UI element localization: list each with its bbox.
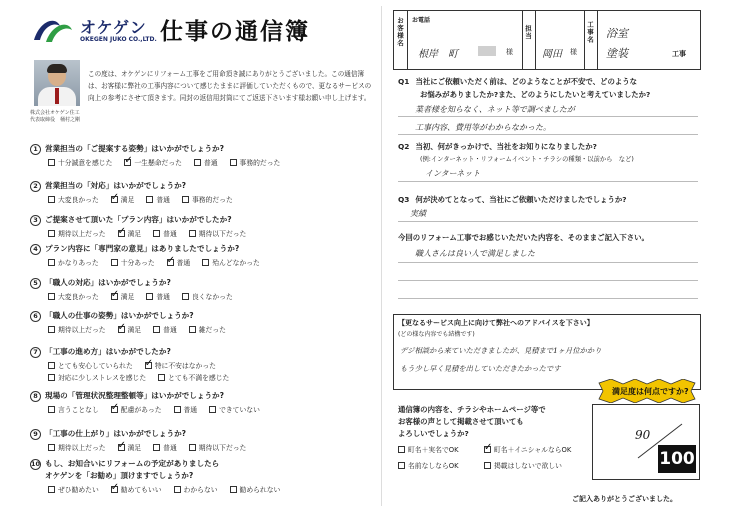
checkbox[interactable] xyxy=(48,326,55,333)
checkbox[interactable] xyxy=(48,374,55,381)
question-8-options xyxy=(48,404,272,414)
option-label: ぜひ勧めたい xyxy=(58,486,99,494)
checkbox[interactable] xyxy=(182,196,189,203)
checkbox[interactable] xyxy=(194,159,201,166)
publish-option[interactable] xyxy=(484,460,562,470)
question-text: 営業担当の「対応」はいかがでしょうか? xyxy=(45,181,187,190)
question-2 xyxy=(30,180,186,192)
question-number: 2 xyxy=(30,181,41,192)
president-photo xyxy=(34,60,80,106)
question-text: もし、お知合いにリフォームの予定がありましたら xyxy=(45,459,220,468)
logo-name: オケゲン xyxy=(80,18,147,37)
question-number: 7 xyxy=(30,347,41,358)
option-label: 普通 xyxy=(183,406,198,414)
publish-option[interactable] xyxy=(398,460,459,470)
checkbox[interactable] xyxy=(48,293,55,300)
option-label: 満足 xyxy=(127,230,142,238)
work-label: 工事名 xyxy=(586,21,594,44)
option-item[interactable] xyxy=(174,404,198,414)
checkbox[interactable] xyxy=(111,259,118,266)
phone-label: お電話 xyxy=(412,17,431,24)
checkbox[interactable] xyxy=(48,486,55,493)
option-item[interactable] xyxy=(167,257,191,267)
option-item[interactable] xyxy=(111,484,162,494)
checkbox[interactable] xyxy=(111,406,118,413)
center-divider xyxy=(381,6,382,506)
work-name-1: 浴室 xyxy=(606,27,628,40)
checkbox[interactable] xyxy=(48,259,55,266)
question-text: プラン内容に「専門家の意見」はありましたでしょうか? xyxy=(45,244,240,253)
question-text: 「職人の対応」はいかがでしょうか? xyxy=(45,278,171,287)
option-label: 良くなかった xyxy=(191,293,233,301)
option-item[interactable] xyxy=(153,324,177,334)
option-label: 期待以下だった xyxy=(198,230,247,238)
option-item[interactable] xyxy=(194,157,218,167)
option-item[interactable] xyxy=(158,372,229,382)
president-company: 株式会社オケゲン住工 xyxy=(30,110,80,116)
option-label: 事務的だった xyxy=(239,159,281,167)
checkbox[interactable] xyxy=(48,230,55,237)
checkbox[interactable] xyxy=(111,196,118,203)
option-item[interactable] xyxy=(111,404,162,414)
checkbox[interactable] xyxy=(398,462,405,469)
advice-sub: (どの様な内容でも結構です) xyxy=(398,331,475,338)
option-item[interactable] xyxy=(189,442,247,452)
option-label: 満足 xyxy=(120,293,135,301)
option-label: 満足 xyxy=(127,444,142,452)
question-text: 「工事の進め方」はいかがでしたか? xyxy=(45,347,171,356)
option-item[interactable] xyxy=(48,324,106,334)
question-7-options xyxy=(48,372,241,382)
option-item[interactable] xyxy=(209,404,260,414)
checkbox[interactable] xyxy=(158,374,165,381)
right-q3: Q3 何が決めてとなって、当社にご依頼いただけましたでしょうか? xyxy=(398,195,627,204)
document-title: 仕事の通信簿 xyxy=(160,19,310,45)
checkbox[interactable] xyxy=(484,462,491,469)
checkbox[interactable] xyxy=(167,259,174,266)
question-2-options xyxy=(48,194,245,204)
option-label: 勧められない xyxy=(239,486,281,494)
checkbox[interactable] xyxy=(189,326,196,333)
publish-line-2: お客様の声として掲載させて頂いても xyxy=(398,417,524,426)
option-label: 言うことなし xyxy=(58,406,99,414)
option-item[interactable] xyxy=(182,291,233,301)
logo-sub: OKEGEN JUKO CO.,LTD. xyxy=(80,36,157,43)
question-8 xyxy=(30,390,224,402)
option-item[interactable] xyxy=(189,228,247,238)
option-label: かなりあった xyxy=(58,259,99,267)
checkbox[interactable] xyxy=(189,444,196,451)
option-item[interactable] xyxy=(48,372,146,382)
checkbox[interactable] xyxy=(145,362,152,369)
question-3-options xyxy=(48,228,258,238)
question-4-options xyxy=(48,257,272,267)
checkbox[interactable] xyxy=(484,446,491,453)
option-item[interactable] xyxy=(48,194,99,204)
option-label: とても安心していられた xyxy=(58,362,133,370)
advice-title: 【更なるサービス向上に向けて弊社へのアドバイスを下さい】 xyxy=(398,319,594,327)
option-label: 普通 xyxy=(163,230,177,238)
question-text: 営業担当の「ご提案する姿勢」はいかがでしょうか? xyxy=(45,144,225,153)
checkbox[interactable] xyxy=(118,326,125,333)
option-label: 勧めてもいい xyxy=(120,486,162,494)
question-text: ご提案させて頂いた「プラン内容」はいかがでしたか? xyxy=(45,215,232,224)
checkbox[interactable] xyxy=(111,293,118,300)
advice-answer-2: もう少し早く見積を出していただきたかったです xyxy=(400,364,561,373)
option-item[interactable] xyxy=(118,228,142,238)
question-9-options xyxy=(48,442,258,452)
option-label: 普通 xyxy=(203,159,218,167)
right-q1-line2: お悩みがありましたか?また、どのようにしたいと考えていましたか? xyxy=(420,90,651,99)
option-item[interactable] xyxy=(146,194,170,204)
question-number: 3 xyxy=(30,215,41,226)
question-number: 10 xyxy=(31,459,41,468)
option-item[interactable] xyxy=(153,442,177,452)
option-item[interactable] xyxy=(189,324,226,334)
question-6-options xyxy=(48,324,238,334)
checkbox[interactable] xyxy=(48,406,55,413)
staff-sama: 様 xyxy=(570,48,577,56)
option-label: できていない xyxy=(219,406,260,414)
checkbox[interactable] xyxy=(146,293,153,300)
question-7 xyxy=(30,346,171,358)
option-item[interactable] xyxy=(230,484,281,494)
option-item[interactable] xyxy=(202,257,260,267)
publish-option-label: 町名＋実名でOK xyxy=(408,446,459,454)
option-label: 普通 xyxy=(156,196,170,204)
option-item[interactable] xyxy=(111,257,155,267)
staff-name: 岡田 xyxy=(542,49,562,60)
checkbox[interactable] xyxy=(209,406,216,413)
publish-option-label: 町名＋イニシャルならOK xyxy=(494,446,572,454)
option-label: 殆んどなかった xyxy=(212,259,260,267)
option-item[interactable] xyxy=(118,324,142,334)
checkbox[interactable] xyxy=(153,230,160,237)
option-label: わからない xyxy=(183,486,218,494)
question-number: 1 xyxy=(30,144,41,155)
publish-option[interactable] xyxy=(398,444,459,454)
option-item[interactable] xyxy=(124,157,182,167)
work-suffix: 工事 xyxy=(672,50,686,58)
q2-answer: インターネット xyxy=(425,169,481,178)
option-item[interactable] xyxy=(182,194,233,204)
publish-option[interactable] xyxy=(484,444,571,454)
question-number: 8 xyxy=(30,391,41,402)
checkbox[interactable] xyxy=(174,406,181,413)
thanks-text: ご記入ありがとうございました。 xyxy=(572,495,677,503)
question-10 xyxy=(30,458,219,470)
score-badge-label: 満足度は何点ですか? xyxy=(612,387,689,396)
option-label: 配慮があった xyxy=(120,406,162,414)
checkbox[interactable] xyxy=(124,159,131,166)
option-item[interactable] xyxy=(48,157,112,167)
question-text: 「職人の仕事の姿勢」はいかがでしょうか? xyxy=(45,311,194,320)
option-item[interactable] xyxy=(118,442,142,452)
q2-example: (例:インターネット・リフォームイベント・チラシの種類・以前から など) xyxy=(420,156,634,163)
option-label: 満足 xyxy=(120,196,135,204)
option-label: 満足 xyxy=(127,326,142,334)
customer-label: お客様名 xyxy=(396,17,404,47)
checkbox[interactable] xyxy=(48,362,55,369)
checkbox[interactable] xyxy=(48,444,55,451)
work-name-2: 塗装 xyxy=(606,47,628,60)
checkbox[interactable] xyxy=(111,486,118,493)
redacted-block xyxy=(478,46,496,56)
option-item[interactable] xyxy=(146,291,170,301)
question-4 xyxy=(30,243,239,255)
question-10-options xyxy=(48,484,292,494)
question-text: 「工事の仕上がり」はいかがでしょうか? xyxy=(45,429,187,438)
option-item[interactable] xyxy=(48,404,99,414)
question-3 xyxy=(30,214,232,226)
question-number: 6 xyxy=(30,311,41,322)
option-label: とても不満を感じた xyxy=(168,374,230,382)
option-label: 大変良かった xyxy=(58,196,99,204)
option-label: 事務的だった xyxy=(191,196,233,204)
option-label: 十分誠意を感じた xyxy=(58,159,113,167)
checkbox[interactable] xyxy=(153,326,160,333)
question-6 xyxy=(30,310,194,322)
option-item[interactable] xyxy=(230,157,281,167)
publish-option-label: 掲載はしないで欲しい xyxy=(494,462,562,470)
option-item[interactable] xyxy=(48,484,99,494)
company-logo-icon xyxy=(30,14,76,46)
checkbox[interactable] xyxy=(118,230,125,237)
checkbox[interactable] xyxy=(48,159,55,166)
checkbox[interactable] xyxy=(398,446,405,453)
question-number: 9 xyxy=(30,429,41,440)
question-1 xyxy=(30,143,224,155)
question-5 xyxy=(30,277,171,289)
right-q1: Q1 当社にご依頼いただく前は、どのようなことが不安で、どのような xyxy=(398,77,638,86)
option-item[interactable] xyxy=(174,484,218,494)
score-max: 100 xyxy=(658,445,696,473)
option-label: 普通 xyxy=(176,259,191,267)
question-number: 5 xyxy=(30,278,41,289)
intro-text: この度は、オケゲンにリフォーム工事をご用命頂き誠にありがとうございました。この通信簿は、お客様に弊社の工事内容について感じたままに評価していただくもので、更なるサービスの向上の参考にさせて頂きます。同封の返信用封筒にてご返送下さいます様お願い申し上げます。 xyxy=(88,70,372,102)
checkbox[interactable] xyxy=(189,230,196,237)
option-label: 期待以上だった xyxy=(58,444,106,452)
option-item[interactable] xyxy=(145,360,216,370)
option-item[interactable] xyxy=(153,228,177,238)
checkbox[interactable] xyxy=(153,444,160,451)
checkbox[interactable] xyxy=(182,293,189,300)
q1-answer-1: 業者様を知らなく、ネット等で調べましたが xyxy=(415,105,575,114)
checkbox[interactable] xyxy=(118,444,125,451)
checkbox[interactable] xyxy=(230,486,237,493)
option-label: 十分あった xyxy=(120,259,155,267)
question-text-line2: オケゲンを「お勧め」頂けますでしょうか? xyxy=(45,471,194,480)
option-label: 普通 xyxy=(156,293,170,301)
customer-sama: 様 xyxy=(506,48,513,56)
option-label: 特に不安はなかった xyxy=(154,362,216,370)
option-item[interactable] xyxy=(111,291,135,301)
question-1-options xyxy=(48,157,292,167)
option-item[interactable] xyxy=(48,442,106,452)
checkbox[interactable] xyxy=(202,259,209,266)
option-item[interactable] xyxy=(48,228,106,238)
publish-option-label: 名前なしならOK xyxy=(408,462,459,470)
checkbox[interactable] xyxy=(146,196,153,203)
option-label: 期待以下だった xyxy=(198,444,247,452)
checkbox[interactable] xyxy=(48,196,55,203)
q4-answer: 職人さんは良い人で満足しました xyxy=(415,249,535,258)
right-q4: 今回のリフォーム工事でお感じいただいた内容を、そのままご記入下さい。 xyxy=(398,233,649,242)
advice-answer-1: デジ相談から来ていただきましたが、見積まで1ヶ月位かかり xyxy=(400,346,602,355)
option-label: 一生懸命だった xyxy=(134,159,182,167)
question-text: 現場の「管理状況整理整頓等」はいかがでしょうか? xyxy=(45,391,225,400)
option-label: 普通 xyxy=(163,444,177,452)
option-item[interactable] xyxy=(111,194,135,204)
option-item[interactable] xyxy=(48,257,99,267)
option-item[interactable] xyxy=(48,360,133,370)
option-label: 対応に少しストレスを感じた xyxy=(58,374,147,382)
q3-answer: 実績 xyxy=(410,209,426,218)
question-5-options xyxy=(48,291,245,301)
score-value: 90 xyxy=(635,428,651,442)
option-label: 雑だった xyxy=(198,326,226,334)
publish-line-1: 通信簿の内容を、チラシやホームページ等で xyxy=(398,405,546,414)
right-q2: Q2 当初、何がきっかけで、当社をお知りになりましたか? xyxy=(398,142,597,151)
staff-label: 担当 xyxy=(524,25,532,40)
option-label: 普通 xyxy=(163,326,177,334)
customer-header-table xyxy=(393,10,701,70)
question-7-options xyxy=(48,360,228,370)
checkbox[interactable] xyxy=(174,486,181,493)
checkbox[interactable] xyxy=(230,159,237,166)
question-9 xyxy=(30,428,186,440)
option-label: 大変良かった xyxy=(58,293,99,301)
president-name: 代表取締役 桶村之剛 xyxy=(30,117,81,123)
question-number: 4 xyxy=(30,244,41,255)
q1-answer-2: 工事内容、費用等がわからなかった。 xyxy=(415,123,551,132)
customer-name: 根岸 町 xyxy=(418,49,458,60)
option-label: 期待以上だった xyxy=(58,230,106,238)
option-item[interactable] xyxy=(48,291,99,301)
publish-line-3: よろしいでしょうか? xyxy=(398,429,469,438)
option-label: 期待以上だった xyxy=(58,326,106,334)
